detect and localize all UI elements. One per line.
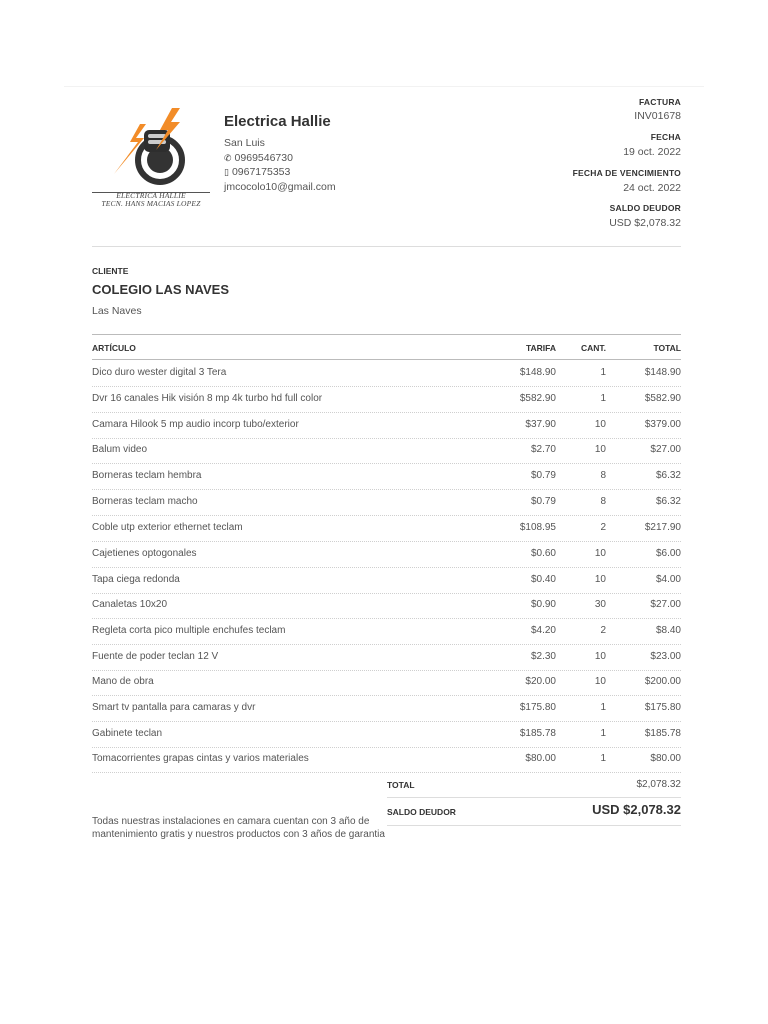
- item-total: $6.32: [655, 496, 681, 507]
- balance-due-label: SALDO DEUDOR: [387, 807, 456, 817]
- item-rate: $20.00: [525, 676, 556, 687]
- table-row: [92, 592, 681, 619]
- item-rate: $185.78: [519, 728, 556, 739]
- balance-value: USD $2,078.32: [609, 217, 681, 229]
- mobile-icon: ▯: [224, 167, 229, 177]
- item-description: Gabinete teclan: [92, 728, 163, 739]
- client-location: Las Naves: [92, 305, 142, 317]
- item-rate: $0.60: [530, 548, 556, 559]
- table-row: [92, 721, 681, 748]
- item-rate: $0.79: [530, 470, 556, 481]
- phone-icon: ✆: [224, 153, 232, 163]
- item-description: Tapa ciega redonda: [92, 574, 180, 585]
- item-total: $200.00: [644, 676, 681, 687]
- item-description: Dvr 16 canales Hik visión 8 mp 4k turbo hd full color: [92, 393, 323, 404]
- invoice-notes: Todas nuestras instalaciones en camara cuentan con 3 año de mantenimiento gratis y nuestros productos con 3 años de garantia: [92, 816, 385, 840]
- item-qty: 1: [600, 393, 606, 404]
- item-qty: 30: [594, 599, 606, 610]
- table-row: [92, 644, 681, 671]
- item-rate: $37.90: [525, 419, 556, 430]
- company-logo: [92, 108, 212, 208]
- table-row: [92, 669, 681, 696]
- column-header-total: TOTAL: [653, 343, 681, 353]
- item-total: $8.40: [655, 625, 681, 636]
- item-qty: 1: [600, 367, 606, 378]
- item-qty: 10: [594, 444, 606, 455]
- item-qty: 8: [600, 470, 606, 481]
- item-qty: 2: [600, 522, 606, 533]
- table-row: [92, 746, 681, 773]
- header-separator: [92, 246, 681, 247]
- item-description: Coble utp exterior ethernet teclam: [92, 522, 243, 533]
- item-rate: $80.00: [525, 753, 556, 764]
- logo-caption-tech: TECN. HANS MACIAS LOPEZ: [101, 199, 201, 208]
- table-row: [92, 695, 681, 722]
- item-description: Smart tv pantalla para camaras y dvr: [92, 702, 256, 713]
- table-row: [92, 515, 681, 542]
- totals-bottom-rule: [387, 825, 681, 826]
- item-description: Balum video: [92, 444, 148, 455]
- top-rule: [64, 86, 704, 87]
- item-qty: 10: [594, 548, 606, 559]
- item-rate: $0.79: [530, 496, 556, 507]
- item-rate: $108.95: [519, 522, 556, 533]
- item-total: $148.90: [644, 367, 681, 378]
- table-row: [92, 412, 681, 439]
- item-total: $4.00: [655, 574, 681, 585]
- balance-due-value: USD $2,078.32: [592, 802, 681, 817]
- column-header-qty: CANT.: [580, 343, 606, 353]
- item-description: Fuente de poder teclan 12 V: [92, 651, 219, 662]
- item-total: $185.78: [644, 728, 681, 739]
- item-total: $379.00: [644, 419, 681, 430]
- item-description: Borneras teclam macho: [92, 496, 198, 507]
- item-description: Mano de obra: [92, 676, 154, 687]
- item-qty: 10: [594, 574, 606, 585]
- totals-divider: [387, 797, 681, 798]
- item-total: $27.00: [650, 599, 681, 610]
- item-rate: $582.90: [519, 393, 556, 404]
- item-description: Cajetienes optogonales: [92, 548, 197, 559]
- item-total: $80.00: [650, 753, 681, 764]
- table-row: [92, 489, 681, 516]
- item-qty: 10: [594, 419, 606, 430]
- client-label: CLIENTE: [92, 266, 129, 276]
- table-row: [92, 437, 681, 464]
- item-description: Canaletas 10x20: [92, 599, 168, 610]
- table-row: [92, 386, 681, 413]
- balance-label: SALDO DEUDOR: [609, 203, 681, 213]
- item-total: $175.80: [644, 702, 681, 713]
- client-name: COLEGIO LAS NAVES: [92, 282, 229, 297]
- item-description: Tomacorrientes grapas cintas y varios materiales: [92, 753, 309, 764]
- item-rate: $148.90: [519, 367, 556, 378]
- company-city: San Luis: [224, 137, 265, 149]
- item-qty: 2: [600, 625, 606, 636]
- item-description: Dico duro wester digital 3 Tera: [92, 367, 227, 378]
- logo-caption-name: ELECTRICA HALLIE: [116, 191, 186, 200]
- item-description: Borneras teclam hembra: [92, 470, 202, 481]
- date-label: FECHA: [650, 132, 681, 142]
- item-description: Camara Hilook 5 mp audio incorp tubo/exterior: [92, 419, 299, 430]
- company-email: jmcocolo10@gmail.com: [224, 181, 336, 193]
- invoice-date: 19 oct. 2022: [623, 146, 681, 158]
- item-rate: $0.90: [530, 599, 556, 610]
- item-total: $23.00: [650, 651, 681, 662]
- item-rate: $4.20: [530, 625, 556, 636]
- item-rate: $0.40: [530, 574, 556, 585]
- column-header-rate: TARIFA: [525, 343, 556, 353]
- table-row: [92, 618, 681, 645]
- invoice-number: INV01678: [634, 110, 681, 122]
- phone-2-text: 0967175353: [231, 166, 291, 178]
- invoice-number-label: FACTURA: [638, 97, 681, 107]
- item-rate: $175.80: [519, 702, 556, 713]
- company-phone-1: [224, 152, 293, 164]
- column-header-item: ARTÍCULO: [92, 343, 136, 353]
- item-qty: 10: [594, 676, 606, 687]
- table-row: [92, 541, 681, 568]
- total-value: $2,078.32: [636, 779, 681, 790]
- item-rate: $2.70: [530, 444, 556, 455]
- table-row: [92, 567, 681, 594]
- item-qty: 8: [600, 496, 606, 507]
- item-total: $6.00: [655, 548, 681, 559]
- item-rate: $2.30: [530, 651, 556, 662]
- due-date-label: FECHA DE VENCIMIENTO: [572, 168, 681, 178]
- table-top-rule: [92, 334, 681, 335]
- item-total: $27.00: [650, 444, 681, 455]
- item-total: $6.32: [655, 470, 681, 481]
- item-qty: 1: [600, 702, 606, 713]
- company-name: Electrica Hallie: [224, 113, 331, 130]
- total-label: TOTAL: [387, 780, 415, 790]
- fist-lightning-logo-icon: [110, 108, 196, 186]
- phone-1-text: 0969546730: [234, 152, 293, 164]
- table-row: [92, 463, 681, 490]
- item-total: $217.90: [644, 522, 681, 533]
- company-phone-2: [224, 166, 290, 178]
- item-qty: 10: [594, 651, 606, 662]
- item-description: Regleta corta pico multiple enchufes teclam: [92, 625, 286, 636]
- item-qty: 1: [600, 728, 606, 739]
- due-date: 24 oct. 2022: [623, 182, 681, 194]
- item-total: $582.90: [644, 393, 681, 404]
- item-qty: 1: [600, 753, 606, 764]
- table-row: [92, 360, 681, 387]
